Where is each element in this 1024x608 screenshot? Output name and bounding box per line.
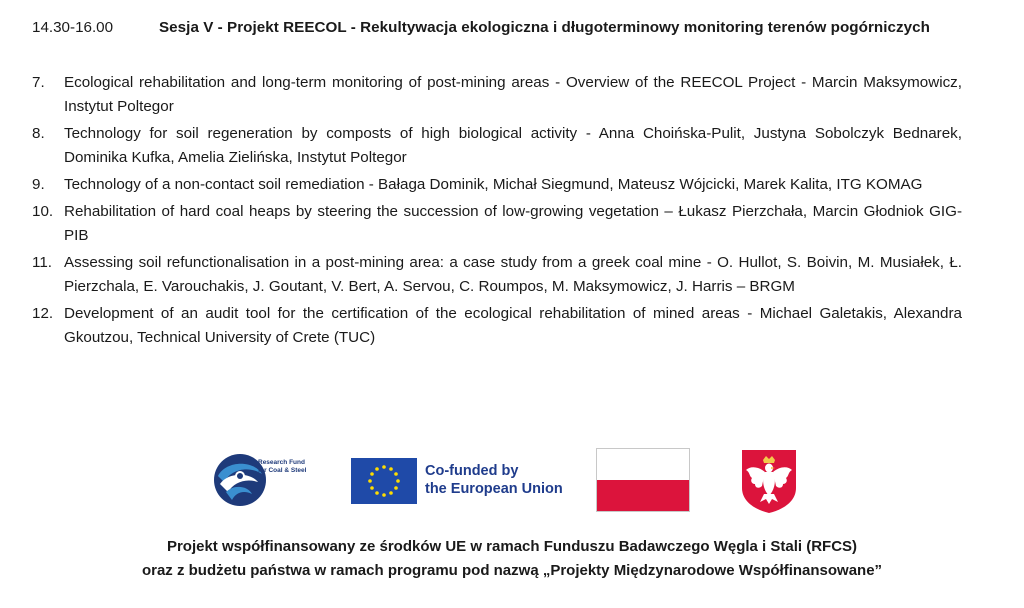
talk-text: Assessing soil refunctionalisation in a post-mining area: a case study from a greek coal mine - O. Hullot, S. Boivin, M. Musiałek, Ł. Pierzchala, E. Varouchakis, J. Goutant, V. Bert, A. Servou, C. Roumpos, M. Maksymowicz, J. Harris – BRGM: [64, 254, 962, 295]
list-item: [32, 122, 962, 170]
talk-number: 9.: [32, 176, 45, 193]
eu-label: [425, 462, 563, 498]
polish-eagle-emblem-icon: [740, 448, 798, 514]
rfcs-logo: [210, 452, 314, 508]
funding-statement: [0, 535, 1024, 583]
poland-flag-logo: [596, 448, 690, 512]
list-item: [32, 71, 962, 119]
talk-text: Development of an audit tool for the certification of the ecological rehabilitation of mined areas - Michael Galetakis, Alexandra Gkoutzou, Technical University of Crete (TUC): [64, 305, 962, 346]
talk-list: [32, 71, 962, 353]
talk-number: 7.: [32, 74, 45, 91]
polish-emblem-logo: [740, 448, 798, 514]
eu-flag-icon: [351, 458, 417, 504]
talk-text: Technology of a non-contact soil remediation - Bałaga Dominik, Michał Siegmund, Mateusz Wójcicki, Marek Kalita, ITG KOMAG: [64, 176, 923, 193]
list-item: [32, 200, 962, 248]
funding-statement-line2: oraz z budżetu państwa w ramach programu pod nazwą „Projekty Międzynarodowe Współfinansowane”: [141, 562, 883, 579]
rfcs-label-line2: for Coal & Steel: [258, 467, 307, 474]
session-header: [32, 16, 962, 40]
poland-flag-icon: [596, 448, 690, 512]
rfcs-label: [258, 459, 306, 475]
list-item: [32, 251, 962, 299]
talk-text: Ecological rehabilitation and long-term monitoring of post-mining areas - Overview of the REECOL Project - Marcin Maksymowicz, Instytut Poltegor: [64, 74, 962, 115]
eu-label-line2: the European Union: [425, 481, 563, 497]
talk-text: Technology for soil regeneration by composts of high biological activity - Anna Choińska-Pulit, Justyna Sobolczyk Bednarek, Dominika Kufka, Amelia Zielińska, Instytut Poltegor: [64, 125, 962, 166]
session-time: 14.30-16.00: [32, 19, 114, 36]
talk-number: 11.: [32, 254, 52, 271]
session-title: Sesja V - Projekt REECOL - Rekultywacja ekologiczna i długoterminowy monitoring terenów pogórniczych: [159, 19, 930, 36]
eu-label-line1: Co-funded by: [425, 463, 519, 479]
talk-number: 12.: [32, 305, 54, 322]
rfcs-label-line1: Research Fund: [258, 459, 305, 466]
funding-logos: [0, 444, 1024, 516]
list-item: [32, 173, 962, 197]
list-item: [32, 302, 962, 350]
talk-text: Rehabilitation of hard coal heaps by steering the succession of low-growing vegetation – Łukasz Pierzchała, Marcin Głodniok GIG- PIB: [64, 203, 962, 244]
eu-cofunded-logo: [351, 458, 573, 504]
talk-number: 8.: [32, 125, 45, 142]
funding-statement-line1: Projekt współfinansowany ze środków UE w ramach Funduszu Badawczego Węgla i Stali (RFCS): [166, 538, 858, 555]
talk-number: 10.: [32, 203, 54, 220]
